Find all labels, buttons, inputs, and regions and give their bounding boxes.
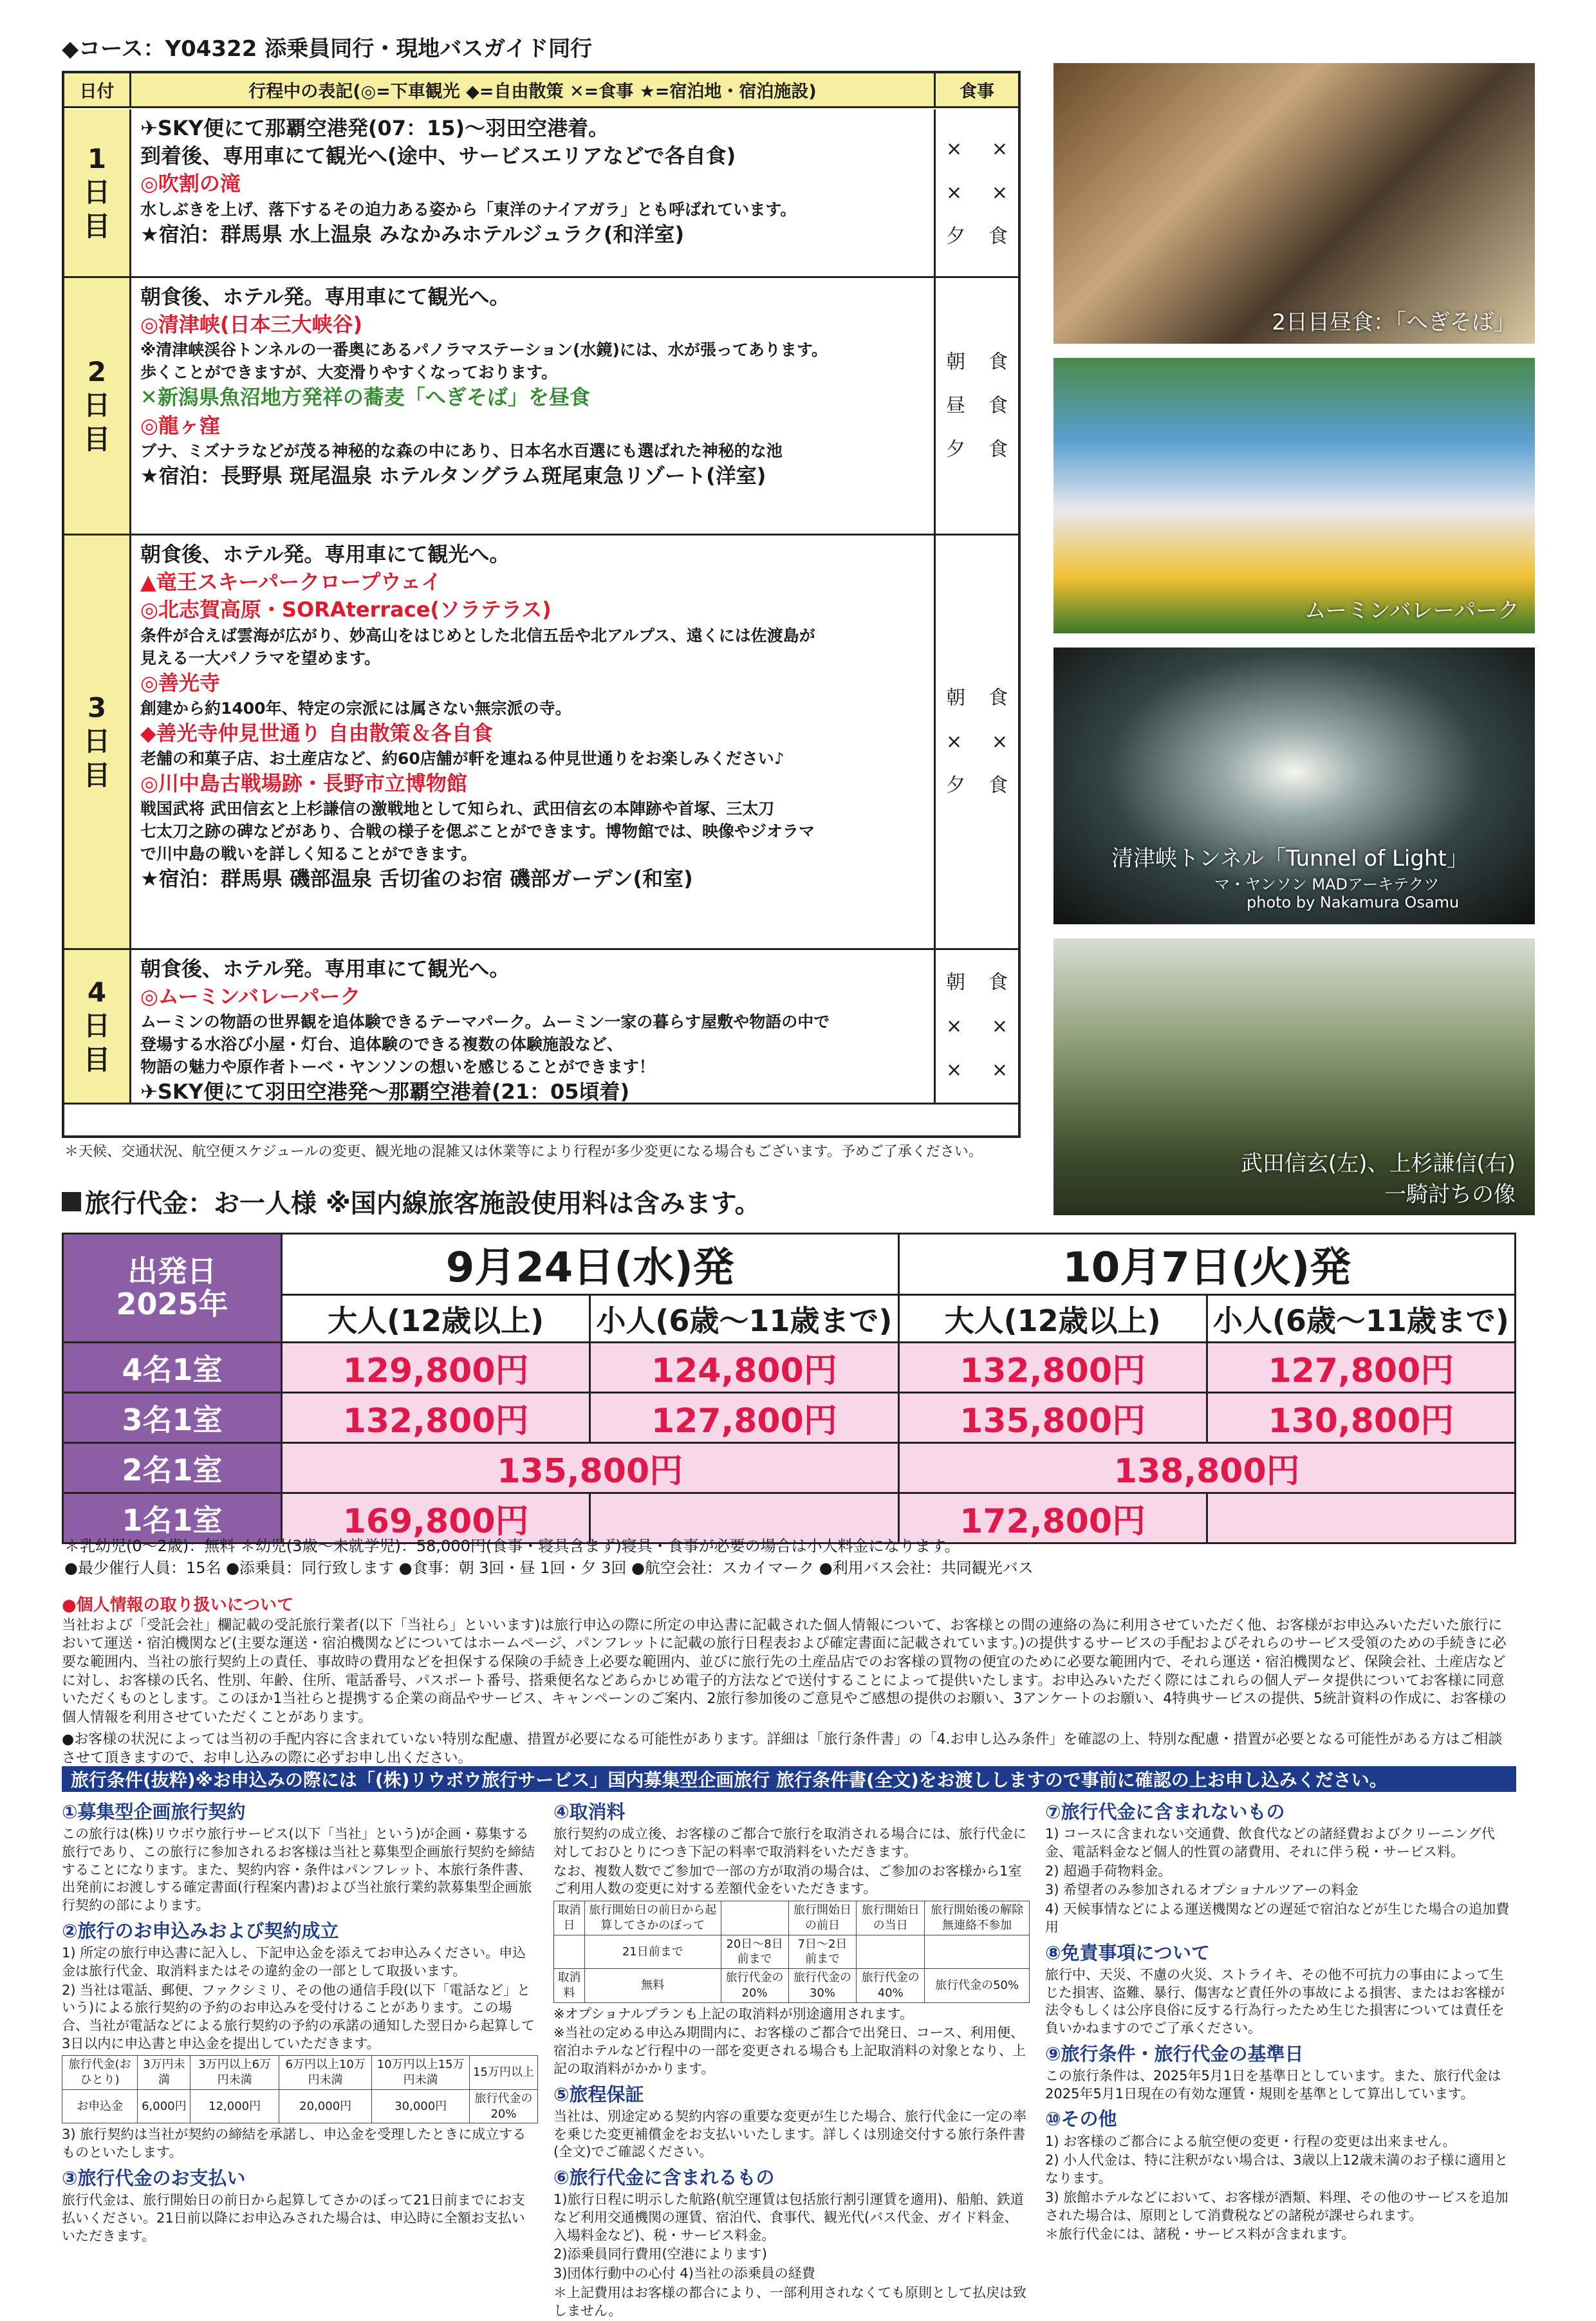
photo-credit: photo by Nakamura Osamu [1247,893,1460,911]
photo-caption: 2日目昼食：「へぎそば」 [1272,310,1516,335]
section-heading: ⑨旅行条件・旅行代金の基準日 [1045,2042,1304,2065]
plan-line: ムーミンの物語の世界観を追体験できるテーマパーク。ムーミン一家の暮らす屋敷や物語の中で [140,1012,830,1032]
meal-mark: 食 [988,438,1008,461]
conditions-table [62,2055,538,2123]
section-text: なお、複数人数でご参加で一部の方が取消の場合は、ご参加のお客様から1室ご利用人数の変更に対する差額代金をいただきます。 [553,1863,1022,1897]
section-text: 3)団体行動中の心付 4)当社の添乗員の経費 [553,2266,815,2282]
section-heading: ①募集型企画旅行契約 [62,1801,246,1823]
plan-line: ✈SKY便にて羽田空港発〜那覇空港着(21：05頃着) [140,1079,630,1103]
plan-line: ◆善光寺仲見世通り 自由散策＆各自食 [140,720,493,745]
plan-line: ★宿泊：群馬県 磯部温泉 舌切雀のお宿 磯部ガーデン(和室) [140,866,693,891]
day-meals [936,278,1018,534]
table-cell: 旅行開始日の前日から起算してさかのぼって [584,1901,721,1935]
day-plan [131,536,936,948]
table-cell: 取消料 [554,1969,585,2003]
departure-label [63,1234,282,1343]
plan-line: ◎龍ヶ窪 [140,413,220,438]
meal-mark: 夕 [946,225,965,248]
plan-line: 創建から約1400年、特定の宗派には属さない無宗派の寺。 [140,698,571,718]
meal-row [946,340,1008,384]
day-label-char: 目 [83,423,111,455]
photo-caption: 一騎討ちの像 [1384,1182,1516,1207]
section-text: 1)旅行日程に明示した航路(航空運賃は包括旅行割引運賃を適用)、船舶、鉄道など利用交通機関の運賃、宿泊代、食事代、観光代(バス代金、ガイド料金、入場料金など)、税・サービス料金。 [553,2192,1024,2243]
fee-notes [64,1536,1034,1579]
section-heading: ⑤旅程保証 [553,2083,644,2105]
table-cell: 旅行開始後の解除無連絡不参加 [925,1901,1030,1935]
conditions-column-1 [62,1796,538,2246]
table-cell: 12,000円 [190,2089,279,2123]
plan-line: ※清津峡渓谷トンネルの一番奥にあるパノラマステーション(水鏡)には、水が張ってあります。 [140,340,828,360]
day-meals [936,109,1018,276]
header-date: 日付 [64,73,131,106]
day-label-char: 4 [87,976,107,1008]
table-cell: 6,000円 [138,2089,190,2123]
photo-kawanakajima-statue [1053,938,1535,1215]
privacy-body: 当社および「受託会社」欄記載の受託旅行業者(以下「当社ら」といいます)は旅行申込の際に所定の申込書に記載された個人情報について、お客様との間の連絡の為に利用させていただく他、お客様がお申込みいただいた旅行において運送・宿泊機関など(主要な運送・宿泊機関などについてはホームページ、パンフレットに記載の旅行日程表および確定書面に記載されています。)の提供するサービスの手配およびそれらのサービス受領のための手続きに必要な範囲内、当社の旅行契約上の責任、事故時の費用などを担保する保険の手続き上必要な範囲内、並びに旅行先の土産品店でのお客様の買物の便宜のために必要な範囲内で、それら運送・宿泊機関など、保険会社、土産店などに対し、お客様の氏名、性別、年齢、住所、電話番号、パスポート番号、搭乗便名などあらかじめ電子的方法などで送付することによって提供いたします。お申込みいただく際にはこれらの個人データ提供についてお客様に同意いただくものとします。このほか1当社らと提携する企業の商品やサービス、キャンペーンのご案内、2旅行参加後のご意見やご感想の提供のお願い、3アンケートのお願い、4特典サービスの提供、5統計資料の作成に、お客様の個人情報を利用させていただくことがあります。 [62,1617,1507,1726]
plan-line: 歩くことができますが、大変滑りやすくなっております。 [140,363,558,382]
meal-mark: 食 [988,394,1008,417]
fee-note-2: ●最少催行人員：15名 ●添乗員：同行致します ●食事：朝 3回・昼 1回・夕 3回 ●航空会社：スカイマーク ●利用バス会社：共同観光バス [64,1558,1034,1577]
section-text: 3) 旅館ホテルなどにおいて、お客様が酒類、料理、その他のサービスを追加された場合は、原則として消費税などの諸税が課せられます。 [1045,2189,1508,2223]
departure-date-1: 9月24日(水)発 [282,1234,899,1295]
privacy-section [62,1595,1516,1768]
plan-line: 朝食後、ホテル発。専用車にて観光へ。 [140,542,510,566]
day-plan [131,950,936,1103]
table-cell: 旅行代金の40% [857,1969,925,2003]
day-label-char: 3 [87,691,107,723]
photo-caption: 武田信玄(左)、上杉謙信(右) [1240,1151,1516,1177]
plan-line: ✈SKY便にて那覇空港発(07：15)〜羽田空港着。 [140,116,609,140]
plan-line: 戦国武将 武田信玄と上杉謙信の激戦地として知られ、武田信玄の本陣跡や首塚、三太刀 [140,799,775,819]
table-cell: 旅行開始日の前日 [788,1901,857,1935]
table-cell [721,1901,788,1935]
table-cell: 旅行代金の20% [721,1969,788,2003]
conditions-bar: 旅行条件(抜粋)※お申込みの際には「(株)リウボウ旅行サービス」国内募集型企画旅行 旅行条件書(全文)をお渡ししますので事前に確認の上お申し込みください。 [62,1766,1516,1792]
conditions-column-3 [1045,1796,1516,2245]
day-label-char: 目 [83,1043,111,1076]
photo-kiyotsu-tunnel [1053,648,1535,924]
day-label-char: 日 [83,389,111,422]
price: 132,800円 [282,1393,590,1443]
plan-line: ブナ、ミズナラなどが茂る神秘的な森の中にあり、日本名水百選にも選ばれた神秘的な池 [140,441,783,460]
plan-line: 老舗の和菓子店、お土産店など、約60店舗が軒を連ねる仲見世通りをお楽しみください♪ [140,749,784,768]
plan-line: 物語の魅力や原作者トーベ・ヤンソンの想いを感じることができます！ [140,1058,655,1077]
meal-mark: 朝 [946,971,965,994]
meal-mark: × [946,730,963,753]
day-meals [936,950,1018,1103]
table-cell: 7日〜2日前まで [788,1935,857,1969]
section-text: 4) 天候事情などによる運送機関などの遅延で宿泊などが生じた場合の追加費用 [1045,1901,1510,1935]
child-header: 小人(6歳〜11歳まで) [1207,1295,1515,1343]
day-label-char: 日 [83,1010,111,1042]
day-label-char: 目 [83,759,111,791]
fee-note-1: ＊乳幼児(0〜2歳)：無料 ＊幼児(3歳〜未就学児)：58,000円(食事・寝具含まず)寝具・食事が必要の場合は小人料金になります。 [64,1537,960,1555]
conditions-table [553,1901,1030,2003]
section-heading: ④取消料 [553,1801,626,1823]
itinerary-day [64,278,1018,536]
fee-table [62,1233,1516,1544]
dep-label-2: 2025年 [116,1287,228,1321]
table-cell: 旅行開始日の当日 [857,1901,925,1935]
section-text: 2) 小人代金は、特に注釈がない場合は、3歳以上12歳未満のお子様に適用となります。 [1045,2152,1508,2186]
room-type: 4名1室 [63,1343,282,1393]
privacy-title: ●個人情報の取り扱いについて [62,1596,294,1615]
section-text: ※当社の定める申込み期間内に、お客様のご都合で出発日、コース、利用便、宿泊ホテルなど行程中の一部を変更される場合も上記取消料の対象となり、上記の取消料がかかります。 [553,2025,1026,2076]
dep-label-1: 出発日 [127,1254,217,1289]
meal-row [946,961,1008,1005]
price: 130,800円 [1207,1393,1515,1443]
day-plan [131,109,936,276]
price: 135,800円 [282,1443,899,1493]
meal-mark: 夕 [946,774,965,797]
price: 132,800円 [898,1343,1207,1393]
plan-line: 七太刀之跡の碑などがあり、合戦の様子を偲ぶことができます。博物館では、映像やジオラマ [140,822,815,841]
plan-line: 登場する水浴び小屋・灯台、追体験のできる複数の体験施設など、 [140,1035,624,1054]
meal-row [946,1049,1008,1092]
meal-mark: 食 [988,350,1008,373]
plan-line: 朝食後、ホテル発。専用車にて観光へ。 [140,284,510,309]
photo-moomin [1053,358,1535,633]
meal-mark: 朝 [946,350,965,373]
meal-mark: × [991,137,1008,160]
day-label-char: 日 [83,725,111,758]
fee-row [63,1343,1516,1393]
price: 124,800円 [590,1343,898,1393]
meal-row [946,215,1008,259]
meal-row [946,171,1008,215]
square-icon [62,1192,81,1211]
itinerary-day [64,536,1018,950]
meal-mark: 昼 [946,394,965,417]
plan-line: ◎善光寺 [140,670,220,695]
price: 127,800円 [1207,1343,1515,1393]
price: 169,800円 [282,1493,590,1543]
meal-mark: × [991,181,1008,204]
section-text: ＊旅行代金には、諸税・サービス料が含まれます。 [1045,2226,1355,2242]
day-label [64,278,131,534]
table-cell: 旅行代金の50% [925,1969,1030,2003]
meal-mark: × [946,137,963,160]
meal-mark: × [946,1014,963,1038]
section-text: この旅行条件は、2025年5月1日を基準日としています。また、旅行代金は2025年5月1日現在の有効な運賃・規則を基準として算出しています。 [1045,2067,1501,2102]
price: 127,800円 [590,1393,898,1443]
table-cell: 30,000円 [372,2089,470,2123]
departure-date-2: 10月7日(火)発 [898,1234,1516,1295]
itinerary-table [62,71,1021,1138]
section-heading: ③旅行代金のお支払い [62,2167,246,2189]
section-heading: ⑥旅行代金に含まれるもの [553,2166,775,2188]
child-header: 小人(6歳〜11歳まで) [590,1295,898,1343]
day-label-char: 目 [83,210,111,242]
table-cell: 3万円未満 [138,2056,190,2090]
price: 172,800円 [898,1493,1207,1543]
section-text: 2) 超過手荷物料金。 [1045,1863,1172,1879]
fee-row [63,1393,1516,1443]
plan-line: 到着後、専用車にて観光へ(途中、サービスエリアなどで各自食) [140,144,736,169]
plan-line: ★宿泊：長野県 斑尾温泉 ホテルタングラム斑尾東急リゾート(洋室) [140,463,766,488]
section-text: 1) コースに含まれない交通費、飲食代などの諸経費およびクリーニング代金、電話料金など個人的性質の諸費用、それに伴う税・サービス料。 [1045,1826,1495,1860]
section-text: 3) 希望者のみ参加されるオプショナルツアーの料金 [1045,1882,1359,1898]
photo-credit: マ・ヤンソン MADアーキテクツ [1214,875,1440,893]
photo-caption: ムーミンバレーパーク [1304,598,1519,624]
meal-row [946,676,1008,720]
photo-caption: 清津峡トンネル「Tunnel of Light」 [1111,846,1469,872]
price: 129,800円 [282,1343,590,1393]
room-type: 1名1室 [63,1493,282,1543]
plan-line: ◎ムーミンバレーパーク [140,984,361,1009]
table-cell: 3万円以上6万円未満 [190,2056,279,2090]
plan-line: で川中島の戦いを詳しく知ることができます。 [140,844,478,864]
section-heading: ⑧免責事項について [1045,1941,1210,1964]
meal-row [946,720,1008,764]
fee-title-text: 旅行代金：お一人様 ※国内線旅客施設使用料は含みます。 [85,1189,761,1218]
plan-line: ◎北志賀高原・SORAterrace(ソラテラス) [140,597,552,622]
itinerary-header [64,73,1018,108]
table-cell: 旅行代金(おひとり) [62,2056,138,2090]
course-header: ◆コース：Y04322 添乗員同行・現地バスガイド同行 [62,36,593,62]
meal-mark: 夕 [946,438,965,461]
table-cell: 21日前まで [584,1935,721,1969]
price: 138,800円 [898,1443,1516,1493]
table-cell [554,1935,585,1969]
table-cell: 20日〜8日前まで [721,1935,788,1969]
section-text: 1) 所定の旅行申込書に記入し、下記申込金を添えてお申込みください。申込金は旅行代金、取消料またはその違約金の一部として取扱います。 [62,1945,526,1979]
room-type: 3名1室 [63,1393,282,1443]
plan-line: 見える一大パノラマを望めます。 [140,648,381,667]
plan-line: ▲竜王スキーパークロープウェイ [140,570,442,595]
meal-mark: 食 [988,686,1008,709]
photo-hegisoba [1053,63,1535,344]
table-cell: お申込金 [62,2089,138,2123]
room-type: 2名1室 [63,1443,282,1493]
fee-title [62,1183,761,1220]
table-cell: 15万円以上 [469,2056,537,2090]
itinerary-note: ＊天候、交通状況、航空便スケジュールの変更、観光地の混雑又は休業等により行程が多少変更になる場合もございます。予めご了承ください。 [64,1144,983,1160]
section-text: ※オプショナルプランも上記の取消料が別途適用されます。 [553,2006,913,2022]
header-plan: 行程中の表記(◎=下車観光 ◆=自由散策 ✕=食事 ★=宿泊地・宿泊施設) [131,73,936,106]
meal-mark: 食 [988,971,1008,994]
adult-header: 大人(12歳以上) [898,1295,1207,1343]
day-label [64,950,131,1103]
plan-line: ◎清津峡(日本三大峡谷) [140,312,363,337]
special-needs-note: ●お客様の状況によっては当初の手配内容に含まれていない特別な配慮、措置が必要になる可能性があります。詳細は「旅行条件書」の「4.お申し込み条件」を確認の上、特別な配慮・措置が必要となる可能性がある方はご相談させて頂きますので、お申し込みの際に必ずお申し出ください。 [62,1731,1503,1766]
fee-row [63,1443,1516,1493]
plan-line: ◎川中島古戦場跡・長野市立博物館 [140,770,467,796]
day-label-char: 1 [87,142,107,174]
section-text: 旅行中、天災、不慮の火災、ストライキ、その他不可抗力の事由によって生じた損害、盗難、暴行、傷害など責任外の事故による損害、またはお客様が法令もしくは公序良俗に反する行為行ったため生じた損害については責任を負いかねますのでご了承ください。 [1045,1966,1505,2036]
plan-line: 条件が合えば雲海が広がり、妙高山をはじめとした北信五岳や北アルプス、遠くには佐渡島が [140,626,815,645]
day-label [64,109,131,276]
itinerary-day [64,950,1018,1105]
section-text: 旅行代金は、旅行開始日の前日から起算してさかのぼって21日前までにお支払いください。21日前以降にお申込みされた場合は、申込時に全額お支払いいただきます。 [62,2192,525,2244]
price: 135,800円 [898,1393,1207,1443]
plan-line: ◎吹割の滝 [140,171,241,196]
itinerary-day [64,109,1018,278]
meal-mark: 食 [988,225,1008,248]
meal-row [946,1005,1008,1049]
day-label [64,536,131,948]
table-cell: 旅行代金の30% [788,1969,857,2003]
header-meal: 食事 [960,82,994,102]
table-cell: 6万円以上10万円未満 [279,2056,372,2090]
day-plan [131,278,936,534]
meal-mark: 朝 [946,686,965,709]
plan-line: ✕新潟県魚沼地方発祥の蕎麦「へぎそば」を昼食 [140,385,590,410]
table-cell: 旅行代金の20% [469,2089,537,2123]
meal-row [946,764,1008,808]
meal-row [946,384,1008,428]
plan-line: ★宿泊：群馬県 水上温泉 みなかみホテルジュラク(和洋室) [140,221,685,247]
day-meals [936,536,1018,948]
section-heading: ②旅行のお申込みおよび契約成立 [62,1919,339,1942]
table-cell: 取消日 [554,1901,585,1935]
section-text: 旅行契約の成立後、お客様のご都合で旅行を取消される場合には、旅行代金に対しておひとりにつき下記の料率で取消料をいただきます。 [553,1826,1026,1860]
meal-row [946,127,1008,171]
section-text: 2) 当社は電話、郵便、ファクシミリ、その他の通信手段(以下「電話など」という)による旅行契約の予約のお申込みを受付けることがあります。この場合、当社が電話などによる旅行契約の予約の承諾の通知した翌日から起算して3日以内に申込書と申込金を提出していただきます。 [62,1982,535,2051]
not-available-cell [1207,1493,1515,1543]
table-cell: 10万円以上15万円未満 [372,2056,470,2090]
adult-header: 大人(12歳以上) [282,1295,590,1343]
section-heading: ⑦旅行代金に含まれないもの [1045,1801,1285,1823]
meal-mark: × [946,1058,963,1081]
section-text: 当社は、別途定める契約内容の重要な変更が生じた場合、旅行代金に一定の率を乗じた変更補償金をお支払いいたします。詳しくは別途交付する旅行条件書(全文)でご確認ください。 [553,2108,1026,2160]
section-heading: ⑩その他 [1045,2108,1117,2130]
meal-row [946,428,1008,472]
meal-mark: × [991,730,1008,753]
meal-mark: × [991,1058,1008,1081]
plan-line: 朝食後、ホテル発。専用車にて観光へ。 [140,956,510,981]
table-cell: 20,000円 [279,2089,372,2123]
section-text: この旅行は(株)リウボウ旅行サービス(以下「当社」という)が企画・募集する旅行であり、この旅行に参加されるお客様は当社と募集型企画旅行契約を締結することになります。また、契約内容・条件はパンフレット、本旅行条件書、出発前にお渡しする確定書面(行程案内書)および当社旅行業約款募集型企画旅行契約の部によります。 [62,1826,535,1914]
meal-mark: × [991,1014,1008,1038]
section-text: 1) お客様のご都合による航空便の変更・行程の変更は出来ません。 [1045,2133,1456,2149]
section-text: 2)添乗員同行費用(空港によります) [553,2246,767,2262]
table-cell [857,1935,925,1969]
table-cell [925,1935,1030,1969]
table-cell: 無料 [584,1969,721,2003]
section-text: ＊上記費用はお客様の都合により、一部利用されなくても原則として払戻は致しません。 [553,2284,1026,2318]
plan-line: 水しぶきを上げ、落下するその迫力ある姿から「東洋のナイアガラ」とも呼ばれています。 [140,200,797,219]
day-label-char: 2 [87,355,107,387]
section-text: 3) 旅行契約は当社が契約の締結を承諾し、申込金を受理したときに成立するものといたします。 [62,2127,526,2161]
conditions-column-2 [553,1796,1030,2321]
meal-mark: 食 [988,774,1008,797]
day-label-char: 日 [83,176,111,209]
meal-mark: × [946,181,963,204]
